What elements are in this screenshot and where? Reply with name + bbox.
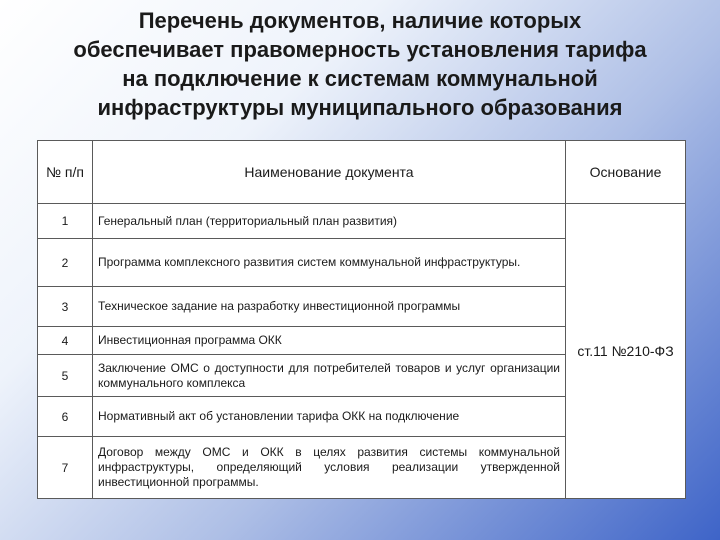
table-header-row xyxy=(38,141,686,204)
title-line-1: Перечень документов, наличие которых xyxy=(138,8,582,33)
row-name: Нормативный акт об установлении тарифа ОКК на подключение xyxy=(93,397,566,437)
row-num: 2 xyxy=(38,239,93,287)
row-num: 5 xyxy=(38,355,93,397)
basis-cell: ст.11 №210-ФЗ xyxy=(566,204,686,499)
page-title xyxy=(20,6,700,122)
row-num: 7 xyxy=(38,437,93,499)
table-row xyxy=(38,204,686,239)
row-name: Договор между ОМС и ОКК в целях развития системы коммунальной инфраструктуры, определяющий условия реализации утвержденной инвестиционной программы. xyxy=(93,437,566,499)
header-name: Наименование документа xyxy=(93,141,566,204)
title-line-2: обеспечивает правомерность установления тарифа xyxy=(73,37,647,62)
row-name: Программа комплексного развития систем коммунальной инфраструктуры. xyxy=(93,239,566,287)
row-num: 4 xyxy=(38,327,93,355)
header-basis: Основание xyxy=(566,141,686,204)
documents-table xyxy=(37,140,686,499)
row-name: Техническое задание на разработку инвестиционной программы xyxy=(93,287,566,327)
row-name: Заключение ОМС о доступности для потребителей товаров и услуг организации коммунального комплекса xyxy=(93,355,566,397)
header-num: № п/п xyxy=(38,141,93,204)
title-line-4: инфраструктуры муниципального образования xyxy=(97,95,623,120)
row-num: 6 xyxy=(38,397,93,437)
row-num: 1 xyxy=(38,204,93,239)
title-line-3: на подключение к системам коммунальной xyxy=(122,66,598,91)
row-num: 3 xyxy=(38,287,93,327)
row-name: Инвестиционная программа ОКК xyxy=(93,327,566,355)
row-name: Генеральный план (территориальный план развития) xyxy=(93,204,566,239)
